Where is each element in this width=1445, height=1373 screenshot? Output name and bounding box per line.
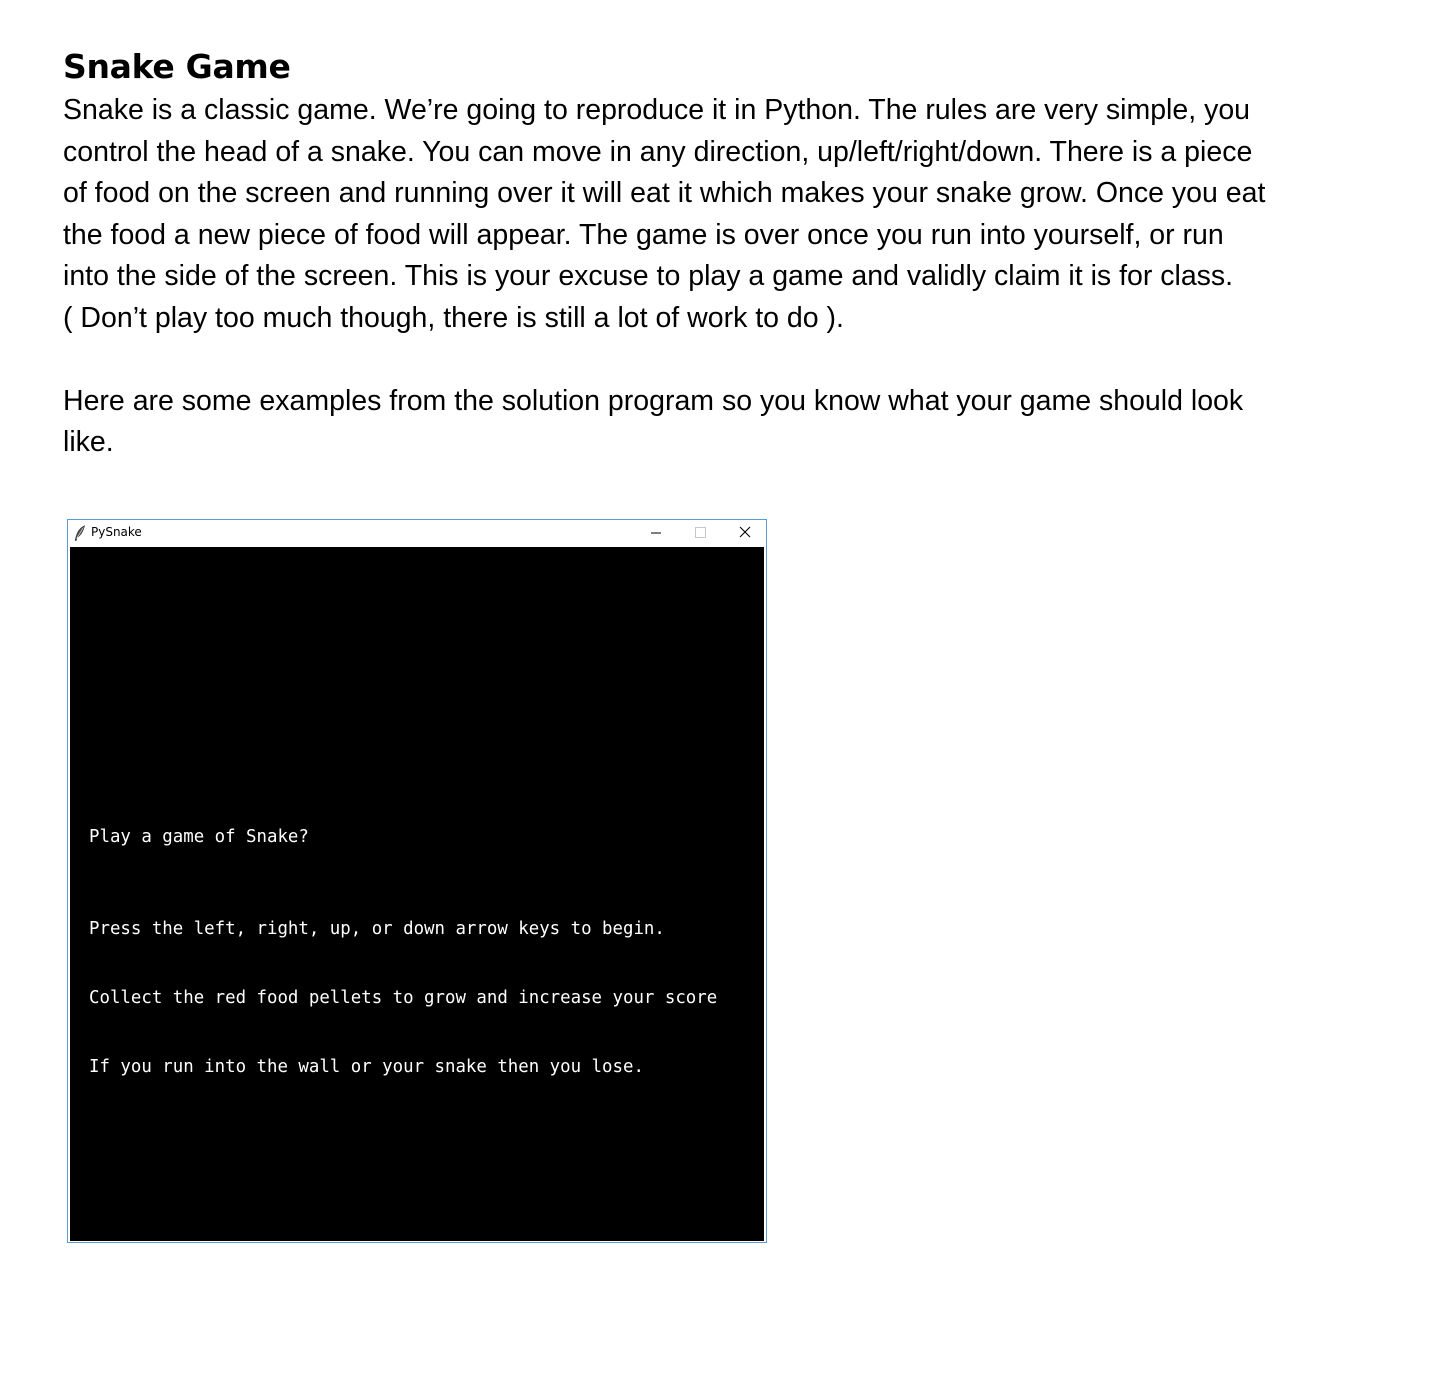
paragraph-line: into the side of the screen. This is your excuse to play a game and validly claim it is for class. bbox=[63, 260, 1234, 292]
minimize-icon bbox=[633, 520, 677, 546]
intro-paragraph bbox=[63, 90, 1383, 339]
window-title: PySnake bbox=[91, 525, 142, 539]
maximize-button[interactable] bbox=[678, 520, 722, 546]
document-title: Snake Game bbox=[63, 47, 291, 86]
window-titlebar bbox=[68, 520, 766, 546]
paragraph-line: like. bbox=[63, 426, 114, 458]
instruction-line: Press the left, right, up, or down arrow keys to begin. bbox=[89, 919, 665, 939]
paragraph-line: Snake is a classic game. We’re going to reproduce it in Python. The rules are very simple, you bbox=[63, 94, 1251, 126]
game-canvas[interactable] bbox=[70, 547, 764, 1241]
close-button[interactable] bbox=[723, 520, 767, 546]
examples-paragraph bbox=[63, 381, 1383, 464]
instruction-line: If you run into the wall or your snake then you lose. bbox=[89, 1057, 644, 1077]
paragraph-line: the food a new piece of food will appear. The game is over once you run into yourself, or run bbox=[63, 218, 1224, 251]
game-instructions bbox=[89, 872, 717, 1125]
feather-icon bbox=[74, 525, 86, 541]
maximize-icon bbox=[678, 520, 722, 546]
instruction-line: Collect the red food pellets to grow and increase your score bbox=[89, 988, 718, 1008]
pysnake-window-screenshot bbox=[67, 519, 767, 1243]
game-prompt: Play a game of Snake? bbox=[89, 827, 309, 847]
paragraph-line: of food on the screen and running over it will eat it which makes your snake grow. Once you eat bbox=[63, 177, 1266, 209]
close-icon bbox=[723, 520, 767, 546]
paragraph-line: ( Don’t play too much though, there is still a lot of work to do ). bbox=[63, 301, 844, 334]
document-body bbox=[63, 44, 1383, 464]
paragraph-line: control the head of a snake. You can move in any direction, up/left/right/down. There is a piece bbox=[63, 135, 1253, 168]
paragraph-line: Here are some examples from the solution program so you know what your game should look bbox=[63, 384, 1244, 417]
minimize-button[interactable] bbox=[633, 520, 677, 546]
